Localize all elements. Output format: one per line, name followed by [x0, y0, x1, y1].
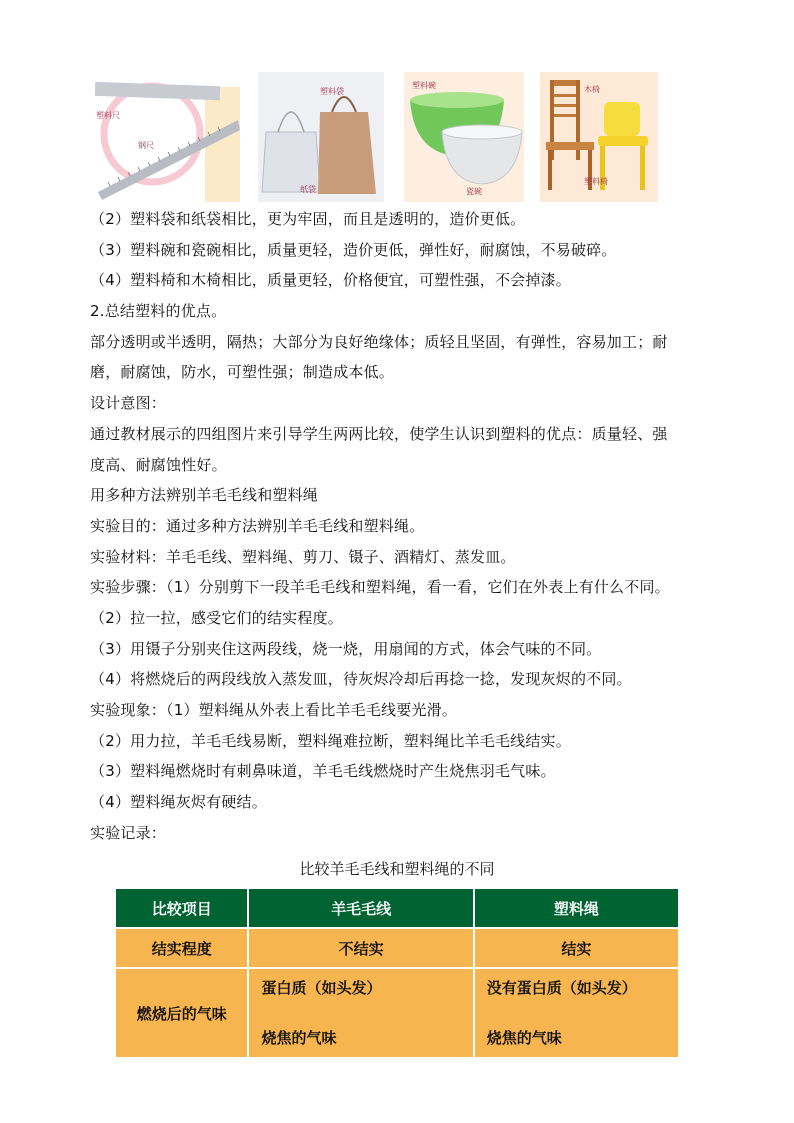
table-header-row	[115, 888, 679, 928]
table-cell: 结实程度	[115, 928, 248, 968]
image-label: 塑料碗	[412, 81, 436, 90]
table-header-cell: 塑料绳	[474, 888, 679, 928]
table-cell: 燃烧后的气味	[115, 968, 248, 1058]
image-label: 钢尺	[138, 141, 154, 150]
table-header-cell: 比较项目	[115, 888, 248, 928]
text-line: （3）塑料绳燃烧时有刺鼻味道，羊毛毛线燃烧时产生烧焦羽毛气味。	[90, 762, 556, 781]
text-line: 部分透明或半透明，隔热；大部分为良好绝缘体；质轻且坚固，有弹性，容易加工；耐	[90, 332, 668, 351]
text-line: 实验目的：通过多种方法辨别羊毛毛线和塑料绳。	[90, 516, 425, 535]
text-line: 设计意图：	[90, 394, 167, 413]
ruler-image	[90, 72, 240, 202]
text-line: （4）塑料椅和木椅相比，质量更轻，价格便宜，可塑性强，不会掉漆。	[90, 271, 571, 290]
cell-line: 烧焦的气味	[261, 1029, 337, 1047]
bowl-image	[404, 72, 524, 202]
table-cell: 结实	[474, 928, 679, 968]
text-line: （2）塑料袋和纸袋相比，更为牢固，而且是透明的，造价更低。	[90, 210, 526, 228]
image-label: 塑料椅	[584, 177, 608, 186]
image-label: 塑料尺	[96, 111, 120, 120]
chair-image	[540, 72, 658, 202]
text-line: （3）用镊子分别夹住这两段线，烧一烧，用扇闻的方式，体会气味的不同。	[90, 639, 602, 658]
body-text	[90, 204, 704, 848]
cell-line: 蛋白质（如头发）	[261, 979, 382, 997]
text-line: 实验现象：（1）塑料绳从外表上看比羊毛毛线要光滑。	[90, 701, 458, 719]
table-cell: 不结实	[248, 928, 473, 968]
text-line: 实验记录：	[90, 823, 167, 842]
image-label: 塑料袋	[320, 87, 344, 96]
text-line: （2）用力拉，羊毛毛线易断，塑料绳难拉断，塑料绳比羊毛毛线结实。	[90, 731, 571, 750]
text-line: 通过教材展示的四组图片来引导学生两两比较，使学生认识到塑料的优点：质量轻、强	[90, 424, 668, 443]
table-cell	[474, 968, 679, 1058]
table-row	[115, 968, 679, 1058]
text-line: （4）将燃烧后的两段线放入蒸发皿，待灰烬冷却后再捻一捻，发现灰烬的不同。	[90, 670, 632, 689]
section-heading: 用多种方法辨别羊毛毛线和塑料绳	[90, 486, 319, 505]
table-cell	[248, 968, 473, 1058]
comparison-images	[90, 72, 704, 202]
record-table	[114, 887, 680, 1059]
text-line: 磨，耐腐蚀，防水，可塑性强；制造成本低。	[90, 363, 395, 382]
text-line: （2）拉一拉，感受它们的结实程度。	[90, 608, 343, 627]
text-line: 度高、耐腐蚀性好。	[90, 455, 227, 474]
table-header-cell: 羊毛毛线	[248, 888, 473, 928]
text-line: （4）塑料绳灰烬有硬结。	[90, 793, 267, 812]
table-caption: 比较羊毛毛线和塑料绳的不同	[299, 860, 495, 878]
image-label: 瓷碗	[466, 187, 482, 196]
cell-line: 没有蛋白质（如头发）	[486, 979, 637, 997]
bag-image	[258, 72, 384, 202]
table-row	[115, 928, 679, 968]
text-line: 实验材料：羊毛毛线、塑料绳、剪刀、镊子、酒精灯、蒸发皿。	[90, 547, 516, 566]
image-label: 纸袋	[300, 185, 316, 194]
image-label: 木椅	[584, 85, 600, 94]
cell-line: 烧焦的气味	[486, 1029, 562, 1047]
section-heading: 2.总结塑料的优点。	[90, 302, 227, 321]
text-line: （3）塑料碗和瓷碗相比，质量更轻，造价更低，弹性好，耐腐蚀，不易破碎。	[90, 240, 617, 259]
text-line: 实验步骤：（1）分别剪下一段羊毛毛线和塑料绳，看一看，它们在外表上有什么不同。	[90, 578, 670, 597]
